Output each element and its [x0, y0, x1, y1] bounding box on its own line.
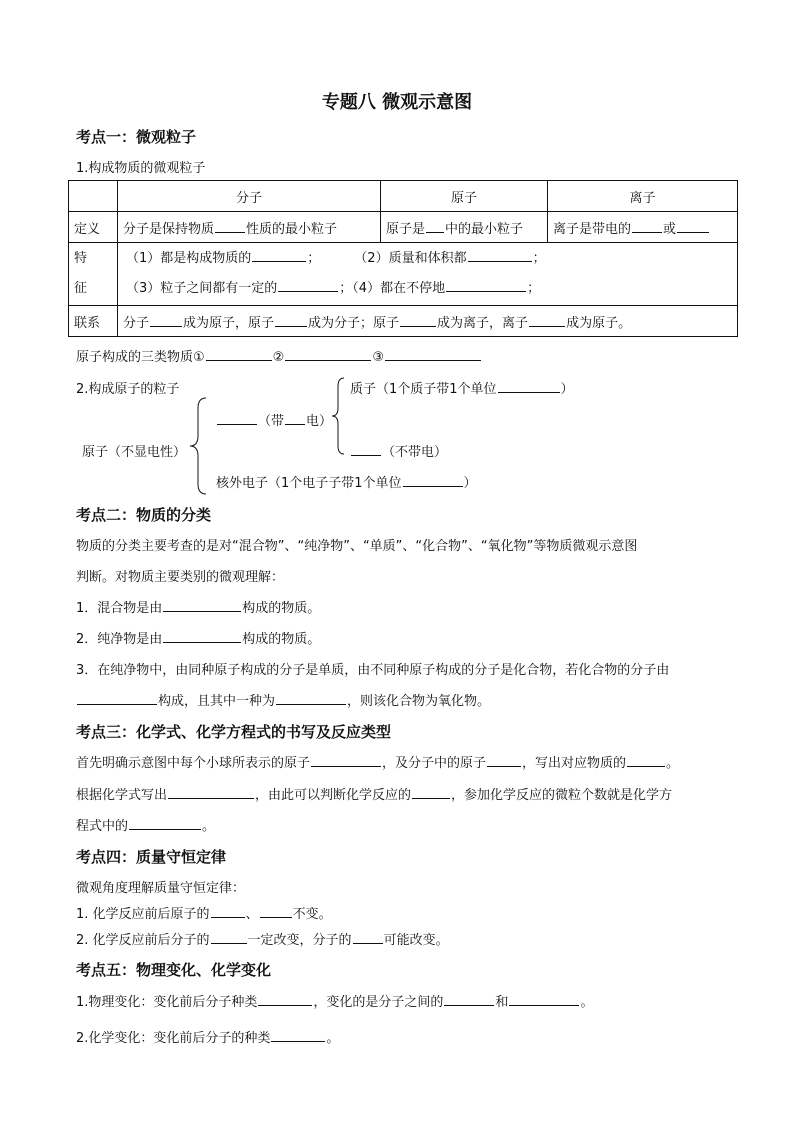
fill-blank[interactable]	[529, 314, 565, 327]
text: 2．纯净物是由	[76, 632, 163, 647]
text: 一定改变，分子的	[247, 933, 352, 948]
text: ；	[307, 251, 321, 266]
fill-blank[interactable]	[168, 786, 254, 799]
text: 中的最小粒子	[445, 221, 524, 237]
text: 和	[495, 995, 509, 1010]
text: 2. 化学反应前后分子的	[76, 933, 210, 948]
section-2-intro-1: 物质的分类主要考查的是对“混合物”、“纯净物”、“单质”、“化合物”、“氧化物”等物质微观示意图	[76, 539, 638, 554]
section-4-item-1	[76, 903, 332, 922]
atom-label: 原子（不显电性）	[82, 445, 187, 460]
fill-blank[interactable]	[509, 993, 579, 1006]
text: 1.物理变化：变化前后分子种类	[76, 995, 258, 1010]
particles-table	[68, 180, 738, 337]
text: ，变化的是分子之间的	[313, 995, 444, 1010]
text: 可能改变。	[383, 933, 449, 948]
section-2-intro-2: 判断。对物质主要类别的微观理解：	[76, 570, 285, 585]
text: （1）都是构成物质的	[126, 251, 252, 266]
section-5-item-1	[76, 991, 593, 1010]
text: ，写出对应物质的	[522, 756, 627, 771]
fill-blank[interactable]	[412, 786, 450, 799]
text: 特	[74, 251, 88, 266]
table-row-features	[69, 243, 738, 306]
text: （3）粒子之间都有一定的	[126, 281, 278, 296]
text: 分子是保持物质	[123, 221, 215, 237]
features-line-2	[126, 274, 732, 304]
section-1-sub-1: 1.构成物质的微观粒子	[76, 161, 206, 176]
fill-blank[interactable]	[215, 220, 245, 233]
text: 不变。	[292, 907, 332, 922]
cell-features	[118, 243, 738, 306]
cell-ion-definition	[548, 212, 738, 243]
fill-blank[interactable]	[77, 692, 157, 705]
text: ，参加化学反应的微粒个数就是化学方	[451, 788, 673, 803]
fill-blank[interactable]	[206, 348, 272, 361]
text: 性质的最小粒子	[246, 221, 338, 237]
fill-blank[interactable]	[498, 380, 560, 393]
table-row-definition	[69, 212, 738, 243]
cell-relation	[118, 306, 738, 337]
text: 征	[74, 281, 88, 296]
text: 。	[666, 756, 680, 771]
electron-line	[216, 472, 477, 491]
text: 构成的物质。	[242, 601, 321, 616]
fill-blank[interactable]	[385, 348, 481, 361]
page-title: 专题八 微观示意图	[321, 92, 473, 113]
neutron-line	[350, 441, 447, 460]
section-2-item-3-line-2	[76, 690, 490, 709]
header-molecule: 分子	[118, 181, 381, 212]
text: ，则该化合物为氧化物。	[347, 694, 491, 709]
text: 、	[245, 907, 259, 922]
table-row-relation	[69, 306, 738, 337]
fill-blank[interactable]	[677, 220, 709, 233]
text: ；	[339, 281, 353, 296]
fill-blank[interactable]	[400, 314, 436, 327]
text: 或	[663, 221, 677, 237]
fill-blank[interactable]	[163, 599, 241, 612]
proton-line	[350, 378, 574, 397]
fill-blank[interactable]	[311, 754, 381, 767]
fill-blank[interactable]	[275, 314, 307, 327]
text: 离子是带电的	[553, 221, 632, 237]
text: （4）都在不停地	[352, 281, 446, 296]
text: ；	[527, 281, 541, 296]
text: 首先明确示意图中每个小球所表示的原子	[76, 756, 311, 771]
text: 成为原子，原子	[183, 315, 275, 331]
nucleus-line	[216, 410, 332, 429]
header-ion: 离子	[548, 181, 738, 212]
fill-blank[interactable]	[426, 220, 444, 233]
fill-blank[interactable]	[278, 279, 338, 292]
text: 成为原子。	[566, 315, 632, 331]
atom-brace-icon	[188, 396, 210, 496]
cell-atom-definition	[381, 212, 548, 243]
fill-blank[interactable]	[150, 314, 182, 327]
text: 2.化学变化：变化前后分子的种类	[76, 1031, 271, 1046]
fill-blank[interactable]	[285, 348, 371, 361]
fill-blank[interactable]	[276, 692, 346, 705]
fill-blank[interactable]	[260, 905, 292, 918]
text: 原子是	[386, 221, 426, 237]
table-header-row	[69, 181, 738, 212]
text: ；	[532, 251, 546, 266]
row-label-features	[69, 243, 118, 306]
fill-blank[interactable]	[446, 279, 526, 292]
text: 成为分子；原子	[308, 315, 400, 331]
fill-blank[interactable]	[285, 412, 305, 425]
text: 原子构成的三类物质①	[76, 350, 205, 365]
section-4-item-2	[76, 929, 449, 948]
text: 。	[202, 819, 216, 834]
fill-blank[interactable]	[163, 630, 241, 643]
text: 核外电子（1个电子子带1个单位	[216, 476, 402, 491]
text: ，由此可以判断化学反应的	[255, 788, 412, 803]
section-2-heading: 考点二：物质的分类	[76, 506, 212, 524]
section-5-heading: 考点五：物理变化、化学变化	[76, 961, 272, 979]
text: ，及分子中的原子	[382, 756, 487, 771]
section-3-line-3	[76, 815, 215, 834]
fill-blank[interactable]	[444, 993, 494, 1006]
text: 程式中的	[76, 819, 129, 834]
text: 电）	[306, 414, 333, 429]
fill-blank[interactable]	[252, 249, 306, 262]
fill-blank[interactable]	[271, 1029, 325, 1042]
section-1-sub-2: 2.构成原子的粒子	[76, 382, 180, 397]
section-5-item-2	[76, 1027, 339, 1046]
section-3-line-2	[76, 784, 672, 803]
text: 构成，且其中一种为	[158, 694, 276, 709]
fill-blank[interactable]	[632, 220, 662, 233]
text: ）	[463, 476, 477, 491]
text: （带	[258, 414, 285, 429]
text: 。	[580, 995, 594, 1010]
fill-blank[interactable]	[468, 249, 532, 262]
row-label-relation: 联系	[69, 306, 118, 337]
section-2-item-1	[76, 597, 320, 616]
text: ②	[272, 350, 285, 365]
section-4-heading: 考点四：质量守恒定律	[76, 848, 227, 866]
fill-blank[interactable]	[211, 905, 245, 918]
text: 质子（1个质子带1个单位	[350, 382, 497, 397]
text: 构成的物质。	[242, 632, 321, 647]
text: 1. 化学反应前后原子的	[76, 907, 210, 922]
section-3-heading: 考点三：化学式、化学方程式的书写及反应类型	[76, 723, 392, 741]
section-2-item-3-line-1: 3．在纯净物中，由同种原子构成的分子是单质，由不同种原子构成的分子是化合物，若化合物的分子由	[76, 663, 670, 678]
three-kinds-line	[76, 346, 482, 365]
features-line-1	[126, 244, 732, 274]
fill-blank[interactable]	[258, 993, 312, 1006]
text: 1．混合物是由	[76, 601, 163, 616]
text: （2）质量和体积都	[354, 251, 467, 266]
text: ③	[372, 350, 384, 365]
table-corner-cell	[69, 181, 118, 212]
section-1-heading: 考点一：微观粒子	[76, 128, 197, 146]
fill-blank[interactable]	[351, 443, 381, 456]
fill-blank[interactable]	[129, 817, 201, 830]
text: 分子	[123, 315, 150, 331]
nucleus-brace-icon	[330, 376, 348, 456]
section-4-intro: 微观角度理解质量守恒定律：	[76, 881, 246, 896]
fill-blank[interactable]	[211, 931, 247, 944]
fill-blank[interactable]	[487, 754, 521, 767]
fill-blank[interactable]	[217, 412, 257, 425]
fill-blank[interactable]	[403, 474, 463, 487]
fill-blank[interactable]	[353, 931, 383, 944]
row-label-definition: 定义	[69, 212, 118, 243]
section-3-line-1	[76, 752, 679, 771]
cell-molecule-definition	[118, 212, 381, 243]
text: ）	[560, 382, 574, 397]
section-2-item-2	[76, 628, 320, 647]
text: 。	[326, 1031, 340, 1046]
text: 成为离子，离子	[437, 315, 529, 331]
fill-blank[interactable]	[627, 754, 665, 767]
text: （不带电）	[382, 445, 448, 460]
header-atom: 原子	[381, 181, 548, 212]
text: 根据化学式写出	[76, 788, 168, 803]
